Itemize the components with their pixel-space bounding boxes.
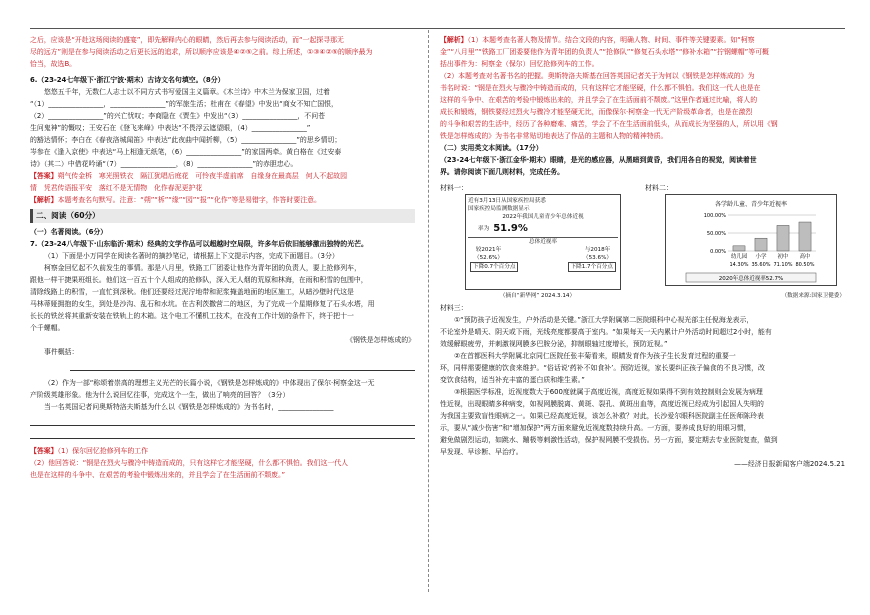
- intro-line: 尽的远方”则是在参与阅读活动之后更长远的追求，所以顺序应该是④②⑤之前。综上所述，①③④②⑤的顺序最为: [30, 48, 373, 56]
- bar: [777, 225, 789, 251]
- m1-down-right: 下降1.7个百分点: [568, 262, 616, 272]
- m3-line: 环，同样需要健康的饮食来维护。“俗话说‘药补不如食补’。预防近视，家长要纠正孩子偏食的不良习惯，改: [440, 364, 765, 372]
- m1-down-left: 下降0.7个百分点: [470, 262, 518, 272]
- value-label: 14.30%: [729, 262, 749, 268]
- answer-blank[interactable]: [30, 428, 415, 439]
- value-label: 80.50%: [795, 262, 815, 268]
- m3-line: ①“预防孩子近视发生，户外活动是关键。”浙江大学附属第二医院眼科中心视光部主任倪海龙表示，: [454, 316, 754, 324]
- section-header: 二、阅读（60分）: [30, 209, 415, 223]
- m3-line: ②在首都医科大学附属北京同仁医院任张丰菊看来，眼睛发育作为孩子生长发育过程的重要一: [454, 352, 736, 360]
- material-1-label: 材料一：: [440, 184, 468, 192]
- overall-rate: 2020年总体近视率52.7%: [718, 276, 784, 282]
- myopia-bar-chart: [665, 194, 837, 286]
- m1-head2: 国家疾控局监测数据显示: [468, 206, 530, 212]
- analysis-text: （1）本题考查名著人物及情节。结合文段的内容，明确人物、时间、事件等关键要素。如“柯察: [467, 36, 755, 44]
- m3-line: 示，要从“减少伤害”和“增加保护”两方面来避免近视度数持续升高。一方面，要养成良好的用眼习惯，: [440, 424, 751, 432]
- m1-head1: 近有3月13日从国家疾控局获悉: [468, 198, 546, 204]
- event-label: 事件概括：: [44, 348, 79, 356]
- q6-line: 岑参在《逢入京使》中表达“马上相逢无纸笔，（6）________________”的家国两牵。黄白格在《过安泰: [30, 148, 342, 156]
- q7-passage: 马林蒂娅拥抱的女生，到处是沙沟、乱石和水坑。在古利茨撒营二的地区，为了完成一个星期修复了石头水塔，用: [30, 300, 375, 308]
- q7-sub2: 产阶级英雄形象。他为什么说回忆往事，完成这个一生，做出了响亮的回答？（3分）: [30, 391, 290, 399]
- analysis-text: （2）本题考查对名著书名的把握。奥斯特洛夫斯基在回答英国记者关于为何以《钢铁是怎样炼成的》为: [440, 72, 755, 80]
- category-label: 幼儿园: [730, 254, 748, 260]
- analysis-text: 括出事件为：柯察金（保尔）回忆抢修列车的工作。: [440, 60, 599, 68]
- column-divider: [428, 30, 429, 592]
- q6-line: 的豁达情怀；李白在《春夜洛城闻笛》中表达“此夜曲中闻折柳，（5）________________”的思乡情切；: [30, 136, 342, 144]
- q7-answer: （2）他回答说：“钢是在烈火与骤冷中铸造而成的，只有这样它才能坚硬，什么都不惧怕。我们这一代人: [30, 459, 349, 467]
- left-column: [30, 34, 415, 481]
- q8-line: （23-24七年级下·浙江金华·期末）眼睛，是光的感应器，从黑暗到黄昏，我们用各自的视觉，阅读着世: [440, 156, 757, 164]
- m1-caption: （摘自“新华网” 2024.3.14）: [499, 293, 576, 299]
- y-tick-label: 100.00%: [703, 213, 726, 219]
- m1-rate-label: 率为: [478, 226, 490, 232]
- q7-source: 《钢铁是怎样炼成的》: [346, 336, 415, 344]
- q7-passage: 清除线路上的积雪，一直忙到深秋。他们还要经过泥泞地带和泥浆掩盖地面的地区施工，从暗沙壁时代这是: [30, 288, 354, 296]
- y-tick-label: 0.00%: [710, 249, 726, 255]
- q6-answer: 朔气传金柝 寒光照铁衣 隔江犹唱后庭花 可怜夜半虚前席 自缘身在最高层 何人不起故园: [57, 172, 347, 180]
- category-label: 小学: [755, 254, 767, 260]
- materials-figures: [440, 182, 845, 302]
- answer-label: 【答案】: [30, 447, 58, 455]
- analysis-text: 金”“八月里”“铁路工厂团委要他作为青年团的负责人”“抢修队”“修复石头水塔”“修补水箱”“拧钢螺帽”等可概: [440, 48, 769, 56]
- intro-line: 恰当，故选B。: [30, 60, 77, 68]
- m3-line: 变饮食结构，适当补充丰富的蛋白质和维生素。”: [440, 376, 585, 384]
- answer-blank[interactable]: [30, 415, 415, 426]
- m1-compare-title: 总体近视率: [468, 237, 618, 246]
- q6-answer: 情 凭君传语报平安 落红不是无情物 化作春泥更护花: [30, 184, 203, 192]
- q6-line: “（1）________________，________________”的军旅生活；杜甫在《春望》中发出“商女不知亡国恨，: [30, 100, 338, 108]
- m3-line: 为我国主要致盲性眼病之一。如果已经高度近视，该怎么补救？对此，长沙爱尔眼科医院副主任医师陈玲表: [440, 412, 764, 420]
- analysis-text: 成长和锻炼，钢铁要经过烈火与骤冷才能坚硬无比，而像保尔·柯察金一代无产阶级革命者，也是在激烈: [440, 108, 753, 116]
- q6-line: 生问鬼神”的慨叹；王安石在《登飞来峰》中表达“不畏浮云遮望眼，（4）________________”: [30, 124, 311, 132]
- category-label: 高中: [799, 254, 811, 260]
- q6-line: （2）________________”的兴亡忧叹；李商隐在《贾生》中发出“（3）________________，不问苍: [30, 112, 325, 120]
- material-1-card: [465, 194, 621, 290]
- m1-right-val: （53.6%）: [583, 255, 612, 261]
- value-label: 35.60%: [751, 262, 771, 268]
- m1-subtitle: 2022年我国儿童青少年总体近视: [502, 214, 584, 220]
- m3-line: 避免做剧烈运动，如跳水、蹦极等刺激性活动，保护视网膜不受损伤。另一方面，要定期去专业医院复查，做到: [440, 436, 778, 444]
- m2-caption: （数据来源:国家卫健委）: [781, 293, 845, 299]
- m1-left-val: （52.6%）: [474, 255, 503, 261]
- right-column: [440, 34, 845, 470]
- q7-passage: 跟他一样干捷果班组长。他们这一百五十个人组成的抢修队，深入无人烟的荒原和林海，在雨和积雪的包围中，: [30, 276, 368, 284]
- material-2-label: 材料二：: [645, 184, 673, 192]
- q7-passage: 个千螺帽。: [30, 324, 65, 332]
- answer-blank[interactable]: [70, 360, 415, 371]
- m1-right-year: 与2018年: [584, 247, 611, 253]
- analysis-text: 这样的斗争中、在艰苦的考验中锻炼出来的，并且学会了在生活面前不颓废。”这里作者通过比喻，将人的: [440, 96, 758, 104]
- m3-source: ——经济日报新闻客户端2024.5.21: [734, 460, 845, 468]
- q6-analysis: 本题考查名句默写。注意：“朔”“柝”“缘”“园”“报”“化作”等是易错字，作答时要注意。: [57, 196, 321, 204]
- q7-answer: 也是在这样的斗争中、在艰苦的考验中锻炼出来的，并且学会了在生活面前不颓废。”: [30, 471, 286, 479]
- chart-title: 各学龄儿童、青少年近视率: [714, 201, 788, 208]
- material-1: [440, 182, 635, 302]
- q7-title: 7.（23-24八年级下·山东临沂·期末）经典的文学作品可以超越时空局限，许多年后依旧能够激出独特的光芒。: [30, 240, 368, 248]
- material-3-label: 材料三：: [440, 304, 468, 312]
- top-rule: [30, 28, 845, 29]
- q7-answer: （1）保尔回忆抢修列车的工作: [57, 447, 149, 455]
- subsection-header: （一）名著阅读。（6分）: [30, 228, 108, 236]
- analysis-label: 【解析】: [440, 36, 468, 44]
- bar: [799, 222, 811, 251]
- intro-line: 之后，应该是“开赴这场阅读的盛宴”，即先解释内心的眼睛，然后再去参与阅读活动，而“一起探寻那无: [30, 36, 344, 44]
- q7-sub: （1）下面是小万同学在阅读名著时的摘抄笔记，请根据上下文提示内容，完成下面题目。（3分）: [44, 252, 339, 260]
- q8-line: 界。请你阅读下面几则材料，完成任务。: [440, 168, 565, 176]
- q7-sub2: （2）作为一部“称颂着崇高的理想主义光芒的长篇小说，《钢铁是怎样炼成的》中体现出了保尔·柯察金这一无: [44, 379, 375, 387]
- q7-passage: 长长的铁丝将其重新安装在铁轨上的木箱。这个电工不懂机工技术，在没有工作计划的条件下，终于把十一: [30, 312, 354, 320]
- q6-title: 6.（23-24七年级下·浙江宁波·期末）古诗文名句填空。（8分）: [30, 76, 225, 84]
- q7-passage: 柯察金回忆起不久前发生的事情。那是八月里，铁路工厂团委让他作为青年团的负责人，要上抢修列车，: [44, 264, 361, 272]
- m3-line: 性近视，出现眼睛多种病变，如视网膜脱离、黄斑、裂孔、黄斑出血等，高度近视已经成为引起国人失明的: [440, 400, 764, 408]
- subsection-header: （二）实用类文本阅读。（17分）: [440, 144, 543, 152]
- q6-line: 悠悠五千年，无数仁人志士以不同方式书写爱国主义篇章。《木兰诗》中木兰为保家卫国，过着: [44, 88, 330, 96]
- analysis-text: 书名时说：“钢是在烈火与骤冷中铸造而成的，只有这样它才能坚硬，什么都不惧怕。我们这一代人也是在: [440, 84, 761, 92]
- value-label: 71.10%: [773, 262, 793, 268]
- analysis-text: 铁是怎样炼成的》为书名非常贴切地表达了作品的主题和人物的精神特质。: [440, 132, 668, 140]
- bar: [755, 238, 767, 251]
- m1-rate: 51.9%: [493, 223, 528, 234]
- q6-line: 诗》（其二）中借花吟诵“（7）________________，（8）________________”的赤胆忠心。: [30, 160, 298, 168]
- y-tick-label: 50.00%: [706, 231, 726, 237]
- analysis-text: 的斗争和艰苦的生活中，经历了各种磨难、痛苦，学会了不在生活面前低头，从而成长为坚强的人，所以用《钢: [440, 120, 778, 128]
- answer-label: 【答案】: [30, 172, 58, 180]
- analysis-label: 【解析】: [30, 196, 58, 204]
- m3-line: ③根据医学标准，近视度数大于600度就属于高度近视，高度近视如果得不到有效控制则会发展为病理: [454, 388, 763, 396]
- m3-line: 不论室外是晴天、阴天或下雨，光线亮度都要高于室内。“如果每天一天内累计户外活动时间超过2小时，能有: [440, 328, 772, 336]
- category-label: 初中: [777, 254, 789, 260]
- material-2: [645, 182, 845, 302]
- m3-line: 效缓解眼疲劳，并刺激视网膜多巴胺分泌，抑制眼轴过度增长，预防近视。”: [440, 340, 668, 348]
- m1-left-year: 较2021年: [475, 247, 502, 253]
- bar: [733, 246, 745, 251]
- q7-sub2: 当一名英国记者问奥斯特洛夫斯基为什么以《钢铁是怎样炼成的》为书名时，________________: [44, 403, 334, 411]
- m3-line: 早发现、早诊断、早治疗。: [440, 448, 523, 456]
